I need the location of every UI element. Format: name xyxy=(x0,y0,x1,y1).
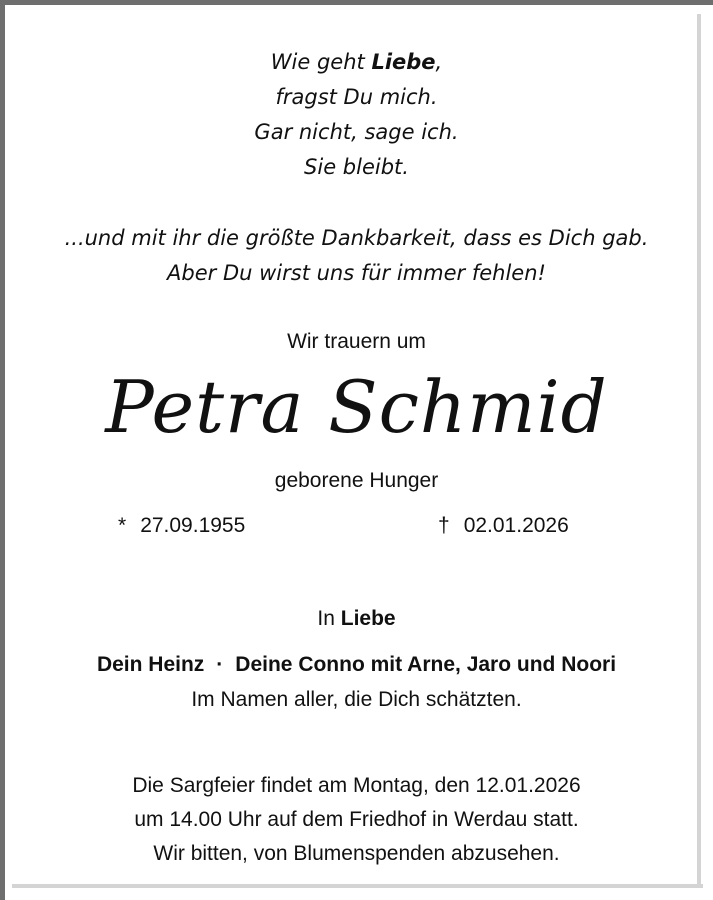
poem-line-3: Gar nicht, sage ich. xyxy=(254,120,459,144)
poem-stanza-1 xyxy=(5,45,708,185)
poem-line-1 xyxy=(5,45,708,80)
closing-phrase xyxy=(5,607,708,631)
poem-stanza-2 xyxy=(5,221,708,291)
ceremony-line-2: um 14.00 Uhr auf dem Friedhof in Werdau statt. xyxy=(134,808,579,831)
deceased-name: Petra Schmid xyxy=(105,365,608,449)
birth-date xyxy=(118,514,245,538)
death-date-value: 02.01.2026 xyxy=(463,514,569,537)
poem-line-1-post: , xyxy=(435,50,443,74)
closing-bold: Liebe xyxy=(340,607,396,630)
mourning-intro: Wir trauern um xyxy=(287,330,426,353)
birth-symbol: * xyxy=(118,514,127,537)
ceremony-line-1: Die Sargfeier findet am Montag, den 12.01.2026 xyxy=(132,774,581,797)
family-second: Deine Conno mit Arne, Jaro und Noori xyxy=(235,653,617,676)
ceremony-info xyxy=(5,769,708,871)
poem-line-4: Sie bleibt. xyxy=(304,155,409,179)
birth-name: geborene Hunger xyxy=(274,469,439,492)
poem-line-2: fragst Du mich. xyxy=(275,85,438,109)
on-behalf-line: Im Namen aller, die Dich schätzten. xyxy=(191,688,522,711)
family-separator: · xyxy=(216,653,224,676)
family-first: Dein Heinz xyxy=(96,653,205,676)
frame-shadow-bottom xyxy=(12,884,703,888)
poem-line-1-bold: Liebe xyxy=(371,50,436,74)
birth-date-value: 27.09.1955 xyxy=(140,514,246,537)
death-date xyxy=(438,514,569,538)
family-names xyxy=(5,653,708,677)
poem-line-6: Aber Du wirst uns für immer fehlen! xyxy=(167,261,546,285)
poem-line-1-pre: Wie geht xyxy=(270,50,372,74)
death-cross-icon: † xyxy=(438,514,450,537)
poem-line-5: ...und mit ihr die größte Dankbarkeit, dass es Dich gab. xyxy=(64,226,649,250)
ceremony-line-3: Wir bitten, von Blumenspenden abzusehen. xyxy=(153,842,560,865)
closing-pre: In xyxy=(317,607,341,630)
